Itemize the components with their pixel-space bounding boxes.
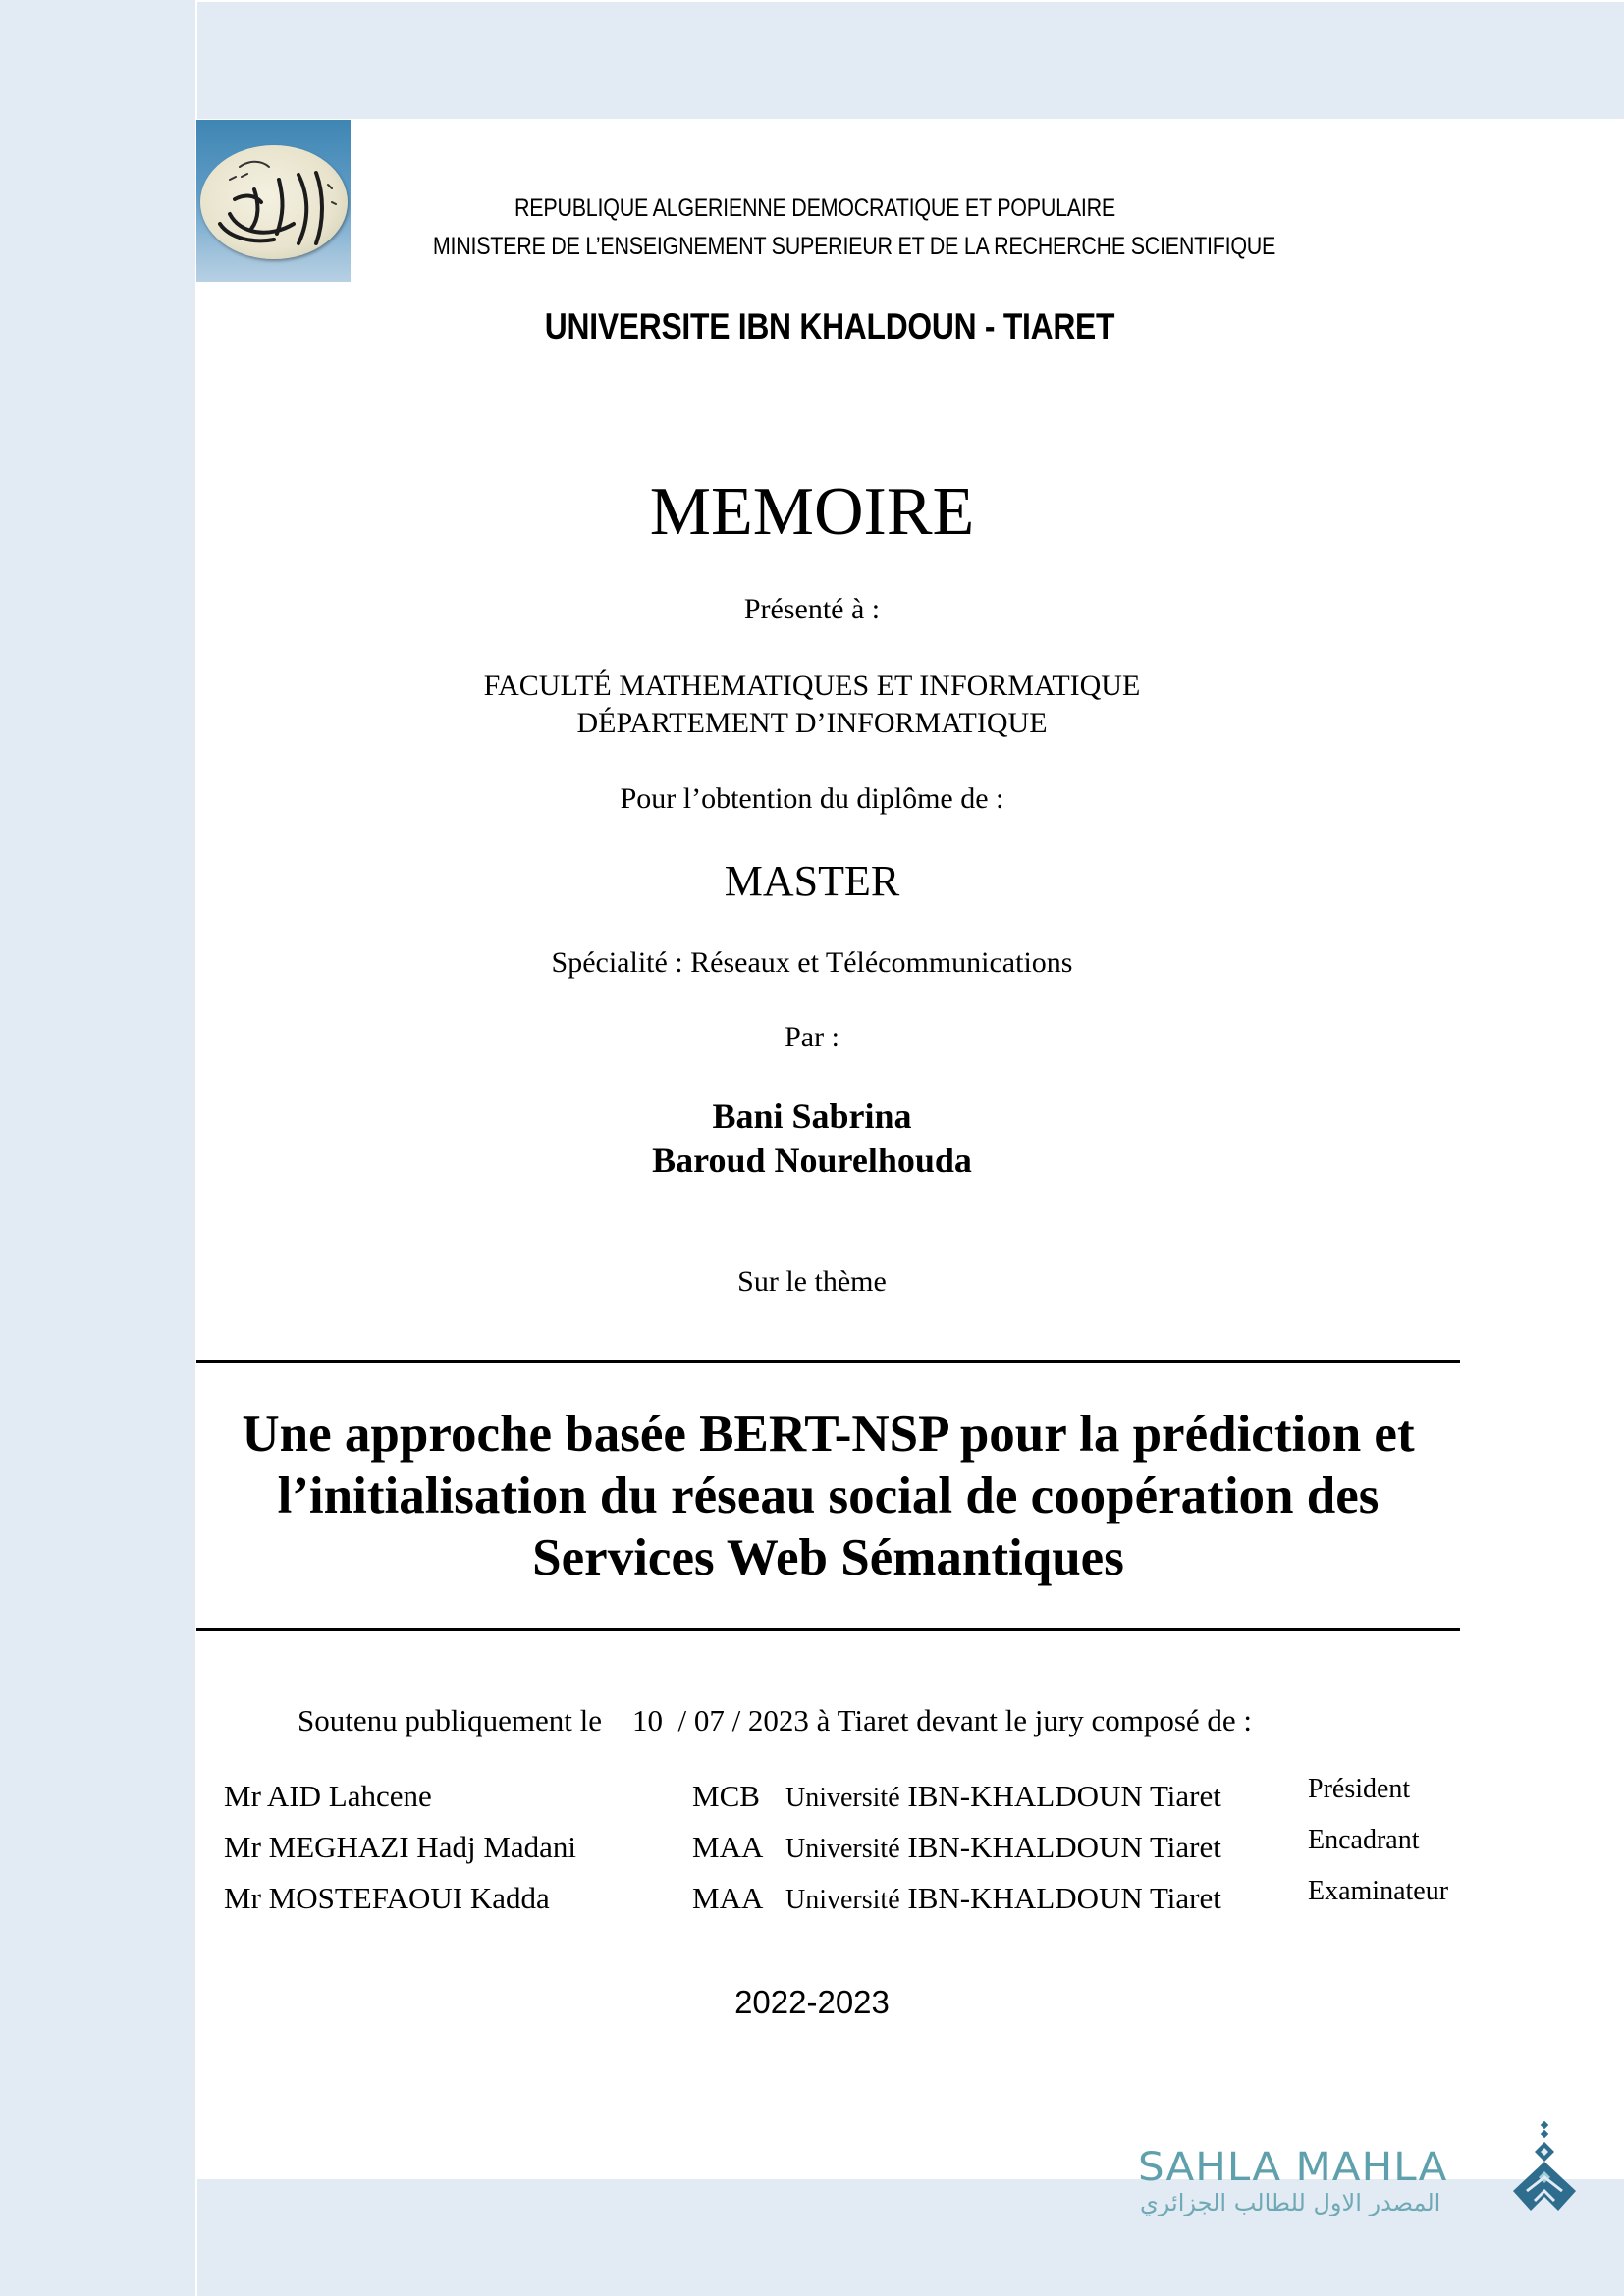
jury-member-role: Encadrant xyxy=(1308,1825,1420,1855)
sahla-mahla-watermark xyxy=(1134,2120,1586,2228)
jury-member-grade: MCB xyxy=(692,1779,760,1813)
university-name: IBN-KHALDOUN Tiaret xyxy=(907,1830,1221,1864)
university-prefix: Université xyxy=(785,1783,900,1813)
defense-statement: Soutenu publiquement le 10 / 07 / 2023 à Tiaret devant le jury composé de : xyxy=(298,1703,1253,1737)
watermark-brand: SAHLA MAHLA xyxy=(1138,2145,1448,2190)
academic-year: 2022-2023 xyxy=(734,1984,890,2020)
university-name: IBN-KHALDOUN Tiaret xyxy=(907,1779,1221,1813)
by-label: Par : xyxy=(785,1021,839,1053)
header-ministry: MINISTERE DE L’ENSEIGNEMENT SUPERIEUR ET DE LA RECHERCHE SCIENTIFIQUE xyxy=(432,233,1276,260)
author-name: Bani Sabrina xyxy=(712,1096,912,1136)
university-prefix: Université xyxy=(785,1834,900,1864)
thesis-title-line: Une approche basée BERT-NSP pour la prédiction et xyxy=(242,1406,1415,1463)
jury-member-university xyxy=(785,1881,1221,1916)
watermark-tagline: المصدر الاول للطالب الجزائري xyxy=(1140,2189,1441,2216)
jury-member-university xyxy=(785,1779,1221,1814)
title-rule-bottom xyxy=(196,1628,1460,1631)
faculty-block xyxy=(196,667,1428,742)
jury-member-role: Président xyxy=(1308,1774,1411,1804)
jury-member-role: Examinateur xyxy=(1308,1876,1449,1906)
authors xyxy=(196,1095,1428,1183)
jury-member-name: Mr AID Lahcene xyxy=(224,1779,432,1813)
specialty: Spécialité : Réseaux et Télécommunications xyxy=(551,946,1073,979)
university-name: IBN-KHALDOUN Tiaret xyxy=(907,1881,1221,1915)
jury-member-name: Mr MEGHAZI Hadj Madani xyxy=(224,1830,577,1864)
degree-intro: Pour l’obtention du diplôme de : xyxy=(620,782,1004,815)
thesis-title-line: Services Web Sémantiques xyxy=(532,1529,1124,1586)
sahla-mahla-logo-icon xyxy=(1507,2120,1586,2218)
jury-member-grade: MAA xyxy=(692,1830,764,1864)
author-name: Baroud Nourelhouda xyxy=(652,1141,972,1180)
page-margin-left xyxy=(0,0,195,2296)
jury-member-name: Mr MOSTEFAOUI Kadda xyxy=(224,1881,550,1915)
jury-member-grade: MAA xyxy=(692,1881,764,1915)
title-rule-top xyxy=(196,1360,1460,1363)
presented-to-label: Présenté à : xyxy=(743,593,881,625)
faculty-name: FACULTÉ MATHEMATIQUES ET INFORMATIQUE xyxy=(483,669,1141,702)
document-type: MEMOIRE xyxy=(649,474,975,550)
university-name: UNIVERSITE IBN KHALDOUN - TIARET xyxy=(544,306,1115,347)
university-prefix: Université xyxy=(785,1885,900,1915)
jury-member-university xyxy=(785,1830,1221,1865)
degree-name: MASTER xyxy=(724,857,900,905)
thesis-title xyxy=(201,1404,1455,1589)
header-republic: REPUBLIQUE ALGERIENNE DEMOCRATIQUE ET POPULAIRE xyxy=(514,194,1115,222)
theme-intro: Sur le thème xyxy=(737,1265,887,1298)
department-name: DÉPARTEMENT D’INFORMATIQUE xyxy=(576,707,1048,739)
page-margin-top xyxy=(197,2,1624,119)
thesis-title-line: l’initialisation du réseau social de coopération des xyxy=(277,1468,1380,1524)
